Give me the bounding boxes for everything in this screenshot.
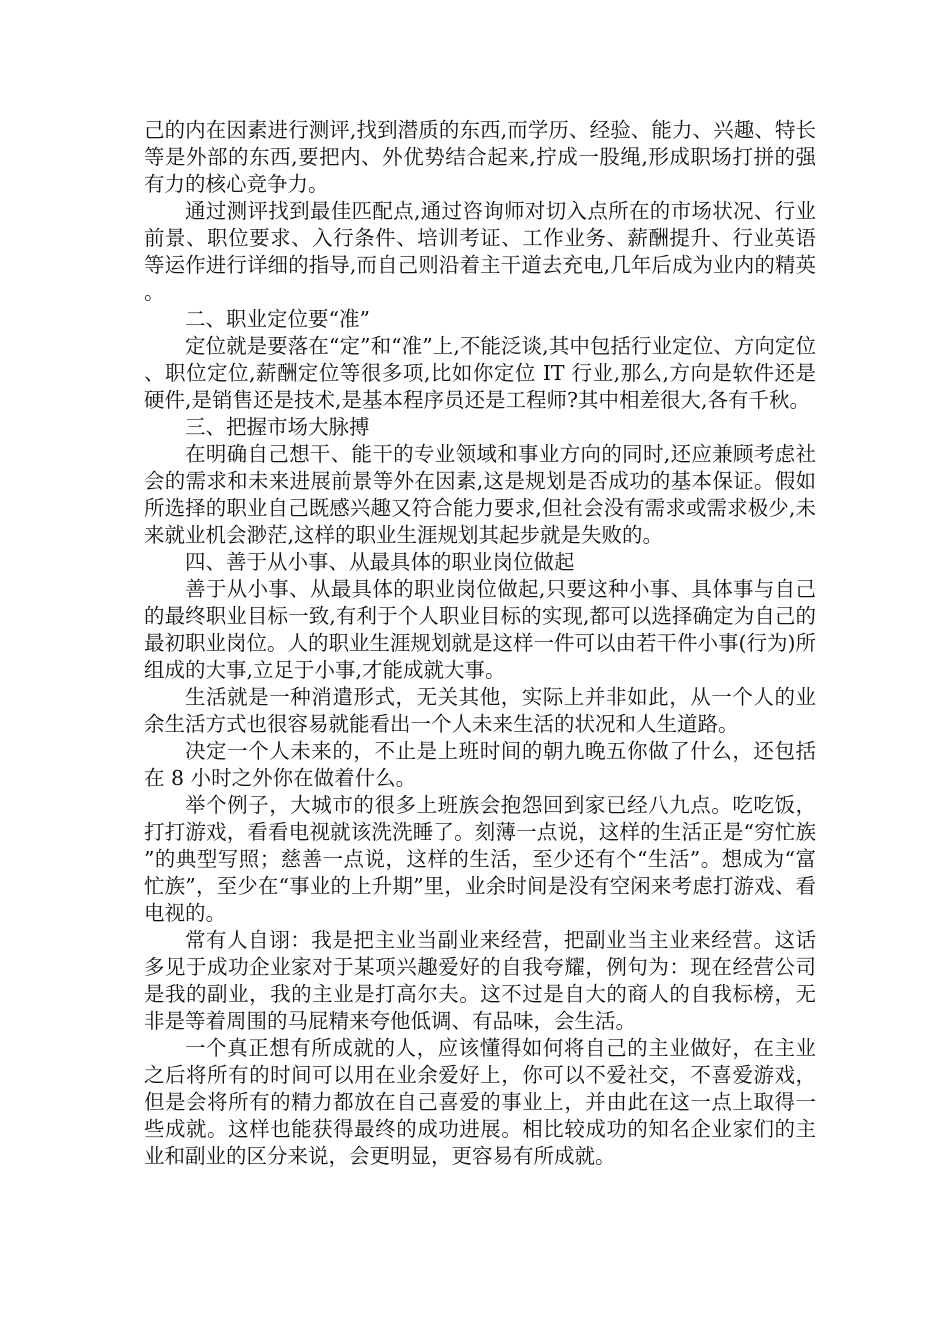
section-heading-2: 二、职业定位要“准”	[185, 307, 370, 331]
paragraph-4: 在明确自己想干、能干的专业领域和事业方向的同时,还应兼顾考虑社会的需求和未来进展前景等外在因素,这是规划是否成功的基本保证。假如所选择的职业自己既感兴趣又符合能力要求,但社会没有需求或需求极少,未来就业机会渺茫,这样的职业生涯规划其起步就是失败的。	[144, 442, 816, 547]
paragraph-10: 一个真正想有所成就的人，应该懂得如何将自己的主业做好，在主业之后将所有的时间可以用在业余爱好上，你可以不爱社交，不喜爱游戏，但是会将所有的精力都放在自己喜爱的事业上，并由此在这一点上取得一些成就。这样也能获得最终的成功进展。相比较成功的知名企业家们的主业和副业的区分来说，会更明显，更容易有所成就。	[144, 1036, 816, 1168]
paragraph-6: 生活就是一种消遣形式，无关其他，实际上并非如此，从一个人的业余生活方式也很容易就能看出一个人未来生活的状况和人生道路。	[144, 685, 816, 736]
paragraph-9: 常有人自诩：我是把主业当副业来经营，把副业当主业来经营。这话多见于成功企业家对于某项兴趣爱好的自我夸耀，例句为：现在经营公司是我的副业，我的主业是打高尔夫。这不过是自大的商人的自我标榜，无非是等着周围的马屁精来夸他低调、有品味，会生活。	[144, 928, 816, 1033]
section-heading-3: 三、把握市场大脉搏	[185, 415, 370, 439]
paragraph-5: 善于从小事、从最具体的职业岗位做起,只要这种小事、具体事与自己的最终职业目标一致,有利于个人职业目标的实现,都可以选择确定为自己的最初职业岗位。人的职业生涯规划就是这样一件可以由若干件小事(行为)所组成的大事,立足于小事,才能成就大事。	[144, 577, 816, 682]
section-heading-4: 四、善于从小事、从最具体的职业岗位做起	[185, 550, 575, 574]
paragraph-8: 举个例子，大城市的很多上班族会抱怨回到家已经八九点。吃吃饭，打打游戏，看看电视就该洗洗睡了。刻薄一点说，这样的生活正是“穷忙族”的典型写照；慈善一点说，这样的生活，至少还有个“生活”。想成为“富忙族”，至少在“事业的上升期”里，业余时间是没有空闲来考虑打游戏、看电视的。	[144, 793, 816, 925]
paragraph-7: 决定一个人未来的，不止是上班时间的朝九晚五你做了什么，还包括在 8 小时之外你在做着什么。	[144, 739, 816, 790]
document-page	[144, 117, 816, 1170]
paragraph-3: 定位就是要落在“定”和“准”上,不能泛谈,其中包括行业定位、方向定位、职位定位,薪酬定位等很多项,比如你定位 IT 行业,那么,方向是软件还是硬件,是销售还是技术,是基本程序员还是工程师?其中相差很大,各有千秋。	[144, 334, 816, 412]
paragraph-2: 通过测评找到最佳匹配点,通过咨询师对切入点所在的市场状况、行业前景、职位要求、入行条件、培训考证、工作业务、薪酬提升、行业英语等运作进行详细的指导,而自己则沿着主干道去充电,几年后成为业内的精英。	[144, 199, 816, 304]
paragraph-1: 己的内在因素进行测评,找到潜质的东西,而学历、经验、能力、兴趣、特长等是外部的东西,要把内、外优势结合起来,拧成一股绳,形成职场打拼的强有力的核心竞争力。	[144, 118, 816, 196]
